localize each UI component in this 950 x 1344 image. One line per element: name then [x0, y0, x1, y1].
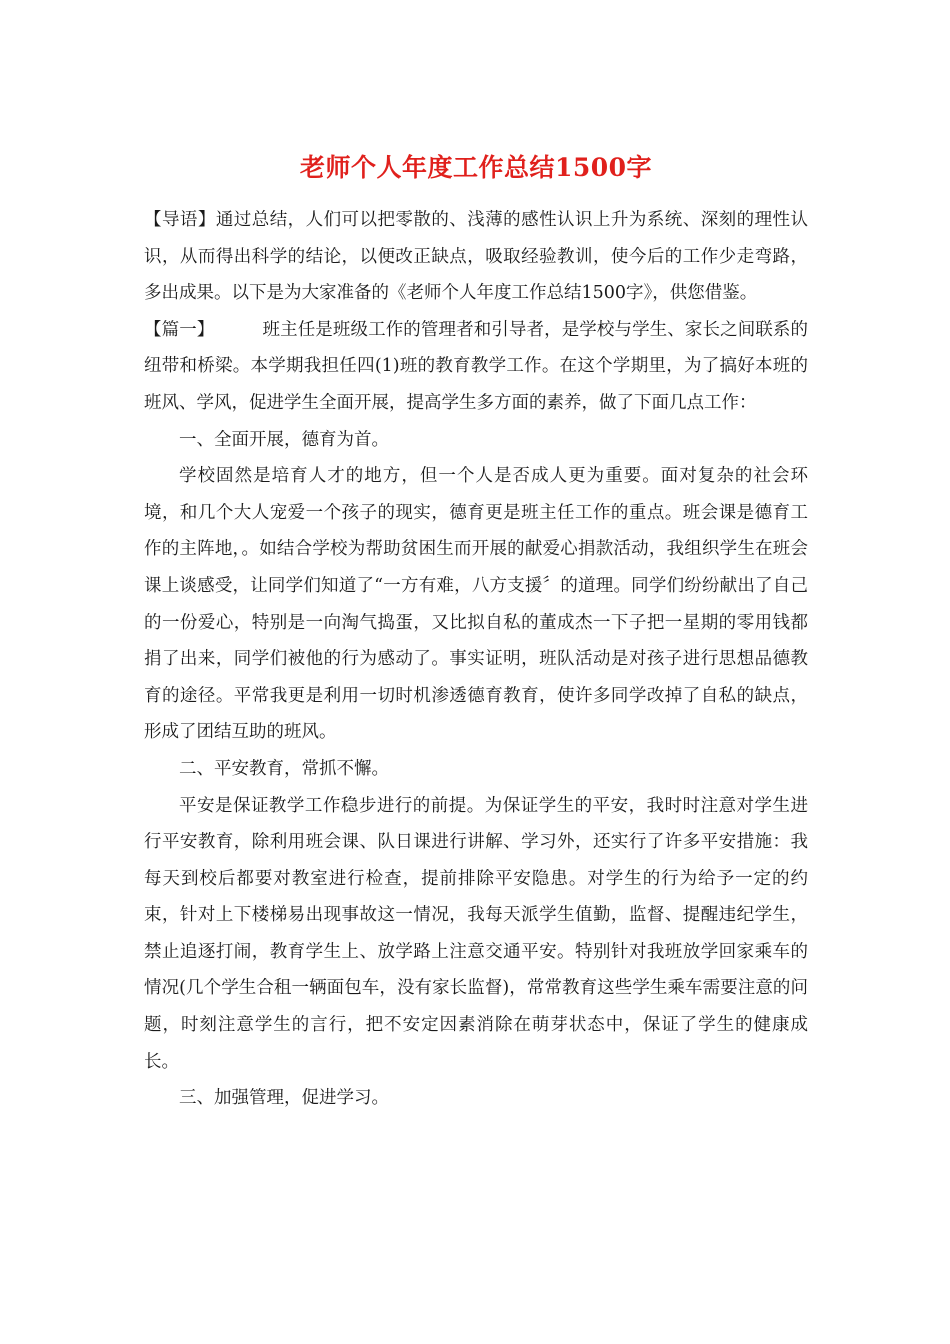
- heading-one: 一、全面开展，德育为首。: [179, 429, 389, 450]
- section-one-text: 班主任是班级工作的管理者和引导者，是学校与学生、家长之间联系的纽带和桥梁。本学期我担任四(1)班的教育教学工作。在这个学期里，为了搞好本班的班风、学风，促进学生全面开展，提高学生多方面的素养，做了下面几点工作：: [144, 319, 809, 413]
- intro-paragraph: [144, 202, 808, 312]
- paragraph-moral-education: 学校固然是培育人才的地方，但一个人是否成人更为重要。面对复杂的社会环境，和几个大人宠爱一个孩子的现实，德育更是班主任工作的重点。班会课是德育工作的主阵地，。如结合学校为帮助贫困生而开展的献爱心捐款活动，我组织学生在班会课上谈感受，让同学们知道了“一方有难，八方支援〞的道理。同学们纷纷献出了自己的一份爱心，特别是一向淘气捣蛋，又比拟自私的董成杰一下子把一星期的零用钱都捐了出来，同学们被他的行为感动了。事实证明，班队活动是对孩子进行思想品德教育的途径。平常我更是利用一切时机渗透德育教育，使许多同学改掉了自私的缺点，形成了团结互助的班风。: [144, 466, 808, 743]
- paragraph-safety-education: 平安是保证教学工作稳步进行的前提。为保证学生的平安，我时时注意对学生进行平安教育，除利用班会课、队日课进行讲解、学习外，还实行了许多平安措施：我每天到校后都要对教室进行检查，提前排除平安隐患。对学生的行为给予一定的约束，针对上下楼梯易出现事故这一情况，我每天派学生值勤，监督、提醒违纪学生，禁止追逐打闹，教育学生上、放学路上注意交通平安。特别针对我班放学回家乘车的情况(几个学生合租一辆面包车，没有家长监督)，常常教育这些学生乘车需要注意的问题，时刻注意学生的言行，把不安定因素消除在萌芽状态中，保证了学生的健康成长。: [144, 795, 808, 1072]
- heading-two: 二、平安教育，常抓不懈。: [179, 758, 389, 779]
- heading-three: 三、加强管理，促进学习。: [179, 1088, 389, 1109]
- document-title: 老师个人年度工作总结1500字: [299, 153, 653, 182]
- intro-text: 通过总结，人们可以把零散的、浅薄的感性认识上升为系统、深刻的理性认识，从而得出科学的结论，以便改正缺点，吸取经验教训，使今后的工作少走弯路，多出成果。以下是为大家准备的《老师个人年度工作总结1500字》，供您借鉴。: [144, 210, 809, 304]
- intro-tag: 【导语】: [144, 210, 216, 230]
- section-one-tag: 【篇一】: [144, 319, 215, 340]
- section-one-paragraph: [144, 312, 808, 422]
- document-page: [144, 140, 808, 1117]
